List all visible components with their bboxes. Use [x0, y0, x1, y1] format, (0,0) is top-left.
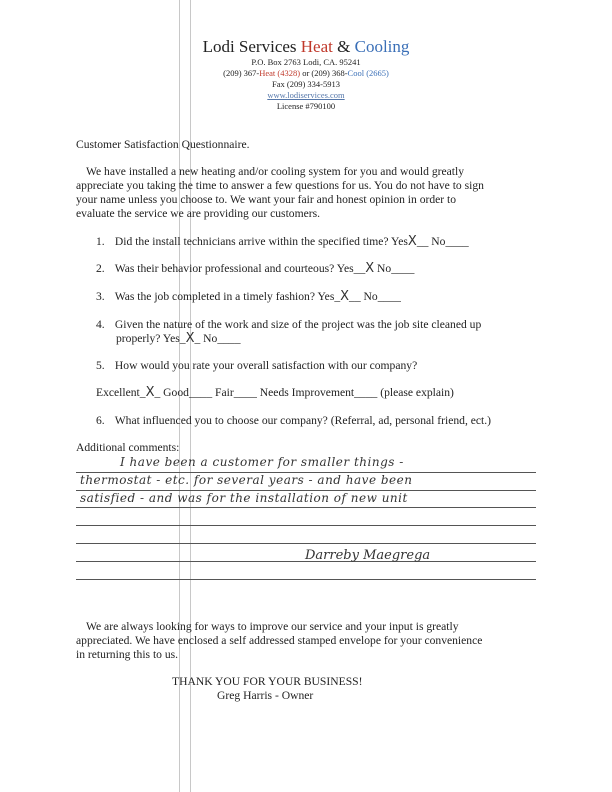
- intro-paragraph: [76, 165, 546, 221]
- question-2: 2. Was their behavior professional and courteous? Yes__X No____: [96, 261, 415, 276]
- closing-paragraph: [76, 620, 546, 662]
- comment-line: [76, 525, 536, 526]
- checkmark-x: X: [407, 234, 417, 249]
- question-5: 5. How would you rate your overall satisfaction with our company?: [96, 359, 418, 372]
- question-4: 4. Given the nature of the work and size of the project was the job site cleaned up properly? Yes_X_ No____: [96, 318, 482, 346]
- closing-line: in returning this to us.: [76, 648, 179, 661]
- intro-line: We have installed a new heating and/or cooling system for you and would greatly: [86, 165, 465, 178]
- company-fax: Fax (209) 334-5913: [272, 79, 340, 89]
- handwritten-comment: thermostat - etc. for several years - and have been: [80, 473, 413, 487]
- rating-options: Excellent_X_ Good____ Fair____ Needs Improvement____ (please explain): [96, 385, 454, 400]
- thank-you: THANK YOU FOR YOUR BUSINESS!: [172, 675, 363, 688]
- checkmark-x: X: [365, 261, 375, 276]
- intro-line: your name unless you choose to. We want your fair and honest opinion in order to: [76, 193, 457, 206]
- customer-signature: Darreby Maegrega: [305, 548, 431, 563]
- handwritten-comment: I have been a customer for smaller things -: [120, 455, 404, 469]
- company-license: License #790100: [276, 101, 336, 111]
- question-3: 3. Was the job completed in a timely fashion? Yes_X__ No____: [96, 289, 401, 304]
- question-6: 6. What influenced you to choose our company? (Referral, ad, personal friend, ect.): [96, 414, 492, 427]
- closing-line: appreciated. We have enclosed a self addressed stamped envelope for your convenience: [76, 634, 483, 647]
- comments-label: Additional comments:: [76, 441, 180, 454]
- question-1: 1. Did the install technicians arrive within the specified time? YesX__ No____: [96, 234, 469, 249]
- handwritten-comment: satisfied - and was for the installation of new unit: [80, 491, 408, 505]
- comment-line: [76, 507, 536, 508]
- intro-line: appreciate you taking the time to answer a few questions for us. You do not have to sign: [76, 179, 484, 192]
- company-address: P.O. Box 2763 Lodi, CA. 95241: [251, 57, 361, 67]
- company-phone: (209) 367-Heat (4328) or (209) 368-Cool (2665): [223, 68, 389, 78]
- checkmark-x: X: [185, 331, 195, 346]
- comment-line: [76, 543, 536, 544]
- document-title: Customer Satisfaction Questionnaire.: [76, 138, 250, 151]
- company-website[interactable]: www.lodiservices.com: [267, 90, 345, 100]
- checkmark-x: X: [340, 289, 350, 304]
- owner-signoff: Greg Harris - Owner: [217, 689, 314, 702]
- intro-line: evaluate the service we are providing our customers.: [76, 207, 321, 220]
- closing-line: We are always looking for ways to improve our service and your input is greatly: [86, 620, 459, 633]
- letterhead: [0, 37, 612, 112]
- checkmark-x: X: [145, 385, 155, 400]
- company-name: Lodi Services Heat & Cooling: [202, 37, 410, 56]
- comment-line: [76, 579, 536, 580]
